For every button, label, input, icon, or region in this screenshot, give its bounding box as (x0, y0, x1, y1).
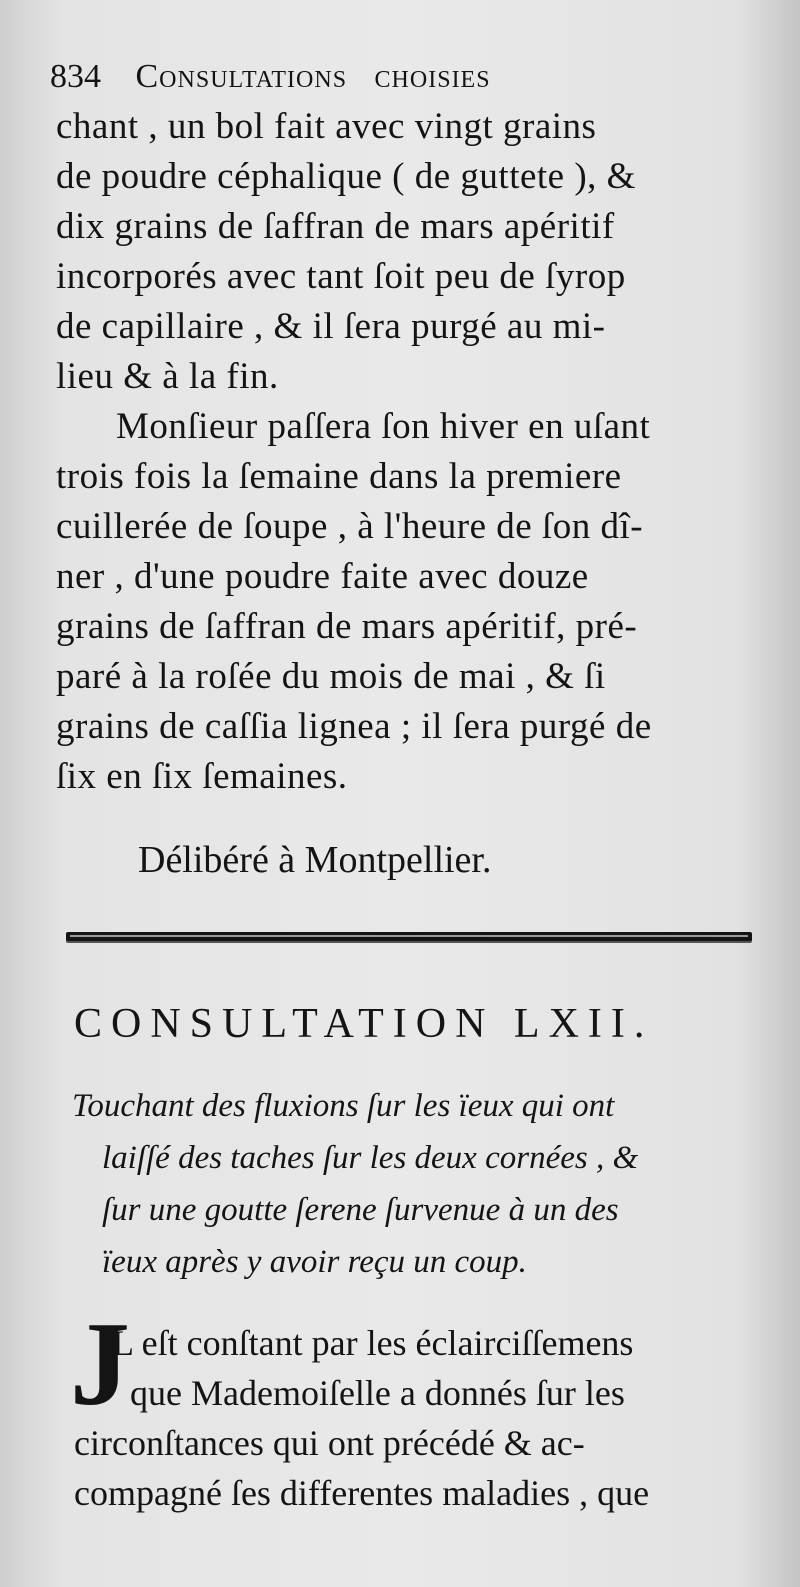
text-line: grains de caſſia lignea ; il ſera purgé de (56, 706, 652, 747)
running-header (50, 58, 750, 96)
text-line: trois fois la ſemaine dans la premiere (56, 456, 622, 497)
section-divider (66, 932, 752, 941)
text-line: circonſtances qui ont précédé & ac- (74, 1423, 585, 1463)
text-line: lieu & à la fin. (56, 356, 279, 397)
text-line: grains de ſaffran de mars apéritif, pré- (56, 606, 638, 647)
paragraph-first-line: Monſieur paſſera ſon hiver en uſant (116, 406, 651, 447)
text-line: compagné ſes differentes maladies , que (74, 1473, 650, 1513)
text-line: chant , un bol fait avec vingt grains (56, 106, 597, 147)
text-line: paré à la roſée du mois de mai , & ſi (56, 656, 606, 697)
summary-line: ſur une goutte ſerene ſurvenue à un des (102, 1192, 619, 1228)
text-line: ner , d'une poudre faite avec douze (56, 556, 589, 597)
running-title: Consultations choisies (135, 58, 491, 95)
text-line: L eſt conſtant par les éclairciſſemens (112, 1323, 634, 1363)
text-line: de capillaire , & il ſera purgé au mi- (56, 306, 606, 347)
signoff: Délibéré à Montpellier. (138, 839, 492, 881)
text-line: de poudre céphalique ( de guttete ), & (56, 156, 636, 197)
text-line: cuillerée de ſoupe , à l'heure de ſon dî- (56, 506, 644, 547)
page-number: 834 (50, 58, 101, 95)
summary-line: Touchant des fluxions ſur les ïeux qui ont (72, 1088, 615, 1124)
text-line: dix grains de ſaffran de mars apéritif (56, 206, 615, 247)
summary-line: laiſſé des taches ſur les deux cornées , & (102, 1140, 639, 1176)
text-line: incorporés avec tant ſoit peu de ſyrop (56, 256, 626, 297)
drop-cap: J (70, 1297, 130, 1430)
summary-line: ïeux après y avoir reçu un coup. (102, 1244, 527, 1280)
consultation-heading: CONSULTATION LXII. (74, 1001, 654, 1047)
text-line: que Mademoiſelle a donnés ſur les (130, 1373, 625, 1413)
text-line: ſix en ſix ſemaines. (56, 756, 348, 797)
